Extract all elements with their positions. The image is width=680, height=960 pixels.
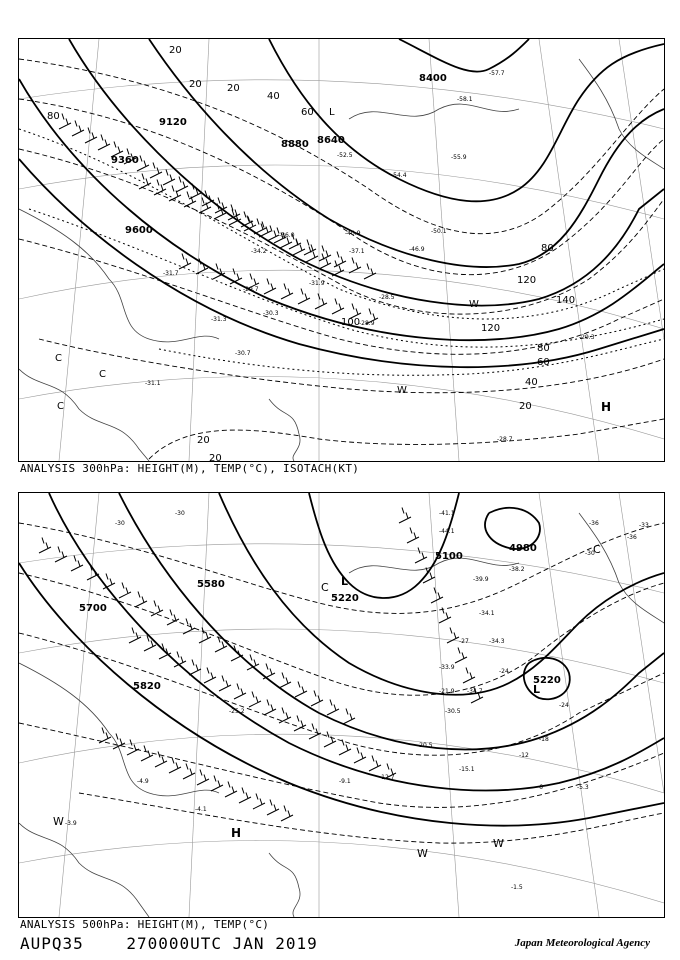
height-label: 4980 xyxy=(509,543,537,554)
temperature-label: -15.1 xyxy=(459,766,475,773)
high-symbol: H xyxy=(601,400,612,414)
temperature-label: -41.1 xyxy=(439,510,455,517)
warm-symbol: W xyxy=(417,847,428,860)
low-symbol: L xyxy=(341,575,349,588)
wind-barb xyxy=(99,728,111,744)
temperature-label: -36 xyxy=(589,520,599,527)
temperature-label: -58.1 xyxy=(457,96,473,103)
wind-barb xyxy=(253,794,265,810)
temperature-label: -52.5 xyxy=(337,152,353,159)
isotach-label: 40 xyxy=(525,377,538,388)
temperature-label: -4.9 xyxy=(137,778,149,785)
temperature-label: -34.7 xyxy=(467,688,483,695)
chart-code: AUPQ35 xyxy=(20,934,84,953)
temperature-label: -24 xyxy=(499,668,509,675)
temperature-label: -29.7 xyxy=(243,286,259,293)
wind-barb xyxy=(407,528,419,544)
temperature-label: -21.9 xyxy=(439,688,455,695)
temperature-label: -18 xyxy=(539,736,549,743)
wind-barb xyxy=(264,279,276,295)
temperature-label: -9.1 xyxy=(339,778,351,785)
height-label: 8880 xyxy=(281,139,309,150)
isotach-label: 20 xyxy=(197,435,210,446)
temperature-label: -3.9 xyxy=(65,820,77,827)
wind-barb xyxy=(98,135,110,151)
temperature-label: -57.7 xyxy=(489,70,505,77)
temperature-label: -30 xyxy=(175,510,185,517)
temperature-label: -31.9 xyxy=(309,280,325,287)
isotach-label: 120 xyxy=(481,323,501,334)
wind-barb xyxy=(267,800,279,816)
wind-barb xyxy=(295,682,307,698)
temperature-label: -30 xyxy=(115,520,125,527)
wind-barb xyxy=(155,752,167,768)
wind-barb xyxy=(279,673,291,689)
temperature-label: -30 xyxy=(585,550,595,557)
warm-symbol: W xyxy=(469,299,479,310)
wind-barb xyxy=(319,246,331,262)
isotherms xyxy=(19,523,664,843)
isotach-label: 100 xyxy=(341,317,361,328)
cold-symbol: C xyxy=(55,353,62,364)
temperature-label: -30.3 xyxy=(263,310,279,317)
isotach-label: 40 xyxy=(267,91,280,102)
isotach-label: 20 xyxy=(169,45,182,56)
cold-symbol: C xyxy=(593,543,601,556)
isotach-label: 20 xyxy=(519,401,532,412)
wind-barb xyxy=(135,592,147,608)
cold-symbol: C xyxy=(321,581,329,594)
pressure-system-symbols xyxy=(53,543,601,860)
isotach-label: 80 xyxy=(537,343,550,354)
low-symbol: L xyxy=(533,683,541,696)
map-panel-300hpa xyxy=(18,38,665,462)
wind-barb xyxy=(264,700,276,716)
wind-barb xyxy=(315,294,327,310)
wind-barb xyxy=(298,289,310,305)
temperature-label: -1.5 xyxy=(511,884,523,891)
wind-barb xyxy=(327,700,339,716)
height-labels xyxy=(79,543,561,692)
temperature-label: -36.0 xyxy=(279,232,295,239)
wind-barb xyxy=(249,692,261,708)
wind-barb xyxy=(234,684,246,700)
temperature-label: -28.5 xyxy=(379,294,395,301)
wind-barb xyxy=(369,756,381,772)
warm-symbol: W xyxy=(493,837,504,850)
wind-barb xyxy=(71,556,83,572)
temperature-label: -27 xyxy=(459,638,469,645)
wind-barb xyxy=(139,174,151,190)
isotach-labels xyxy=(47,45,575,461)
valid-time: 270000UTC JAN 2019 xyxy=(126,934,318,953)
temperature-label: -54.4 xyxy=(391,172,407,179)
low-symbol: L xyxy=(329,107,335,118)
wind-barb xyxy=(39,538,51,554)
temperature-label: -44.1 xyxy=(439,528,455,535)
isotach-label: 60 xyxy=(537,357,550,368)
wind-barb xyxy=(85,128,97,144)
wind-barb xyxy=(463,668,475,684)
temperature-label: -5.3 xyxy=(577,784,589,791)
wind-barb xyxy=(455,648,467,664)
chart-title xyxy=(20,934,318,953)
temperature-label: -24 xyxy=(559,702,569,709)
temperature-labels xyxy=(65,510,649,891)
wind-barb xyxy=(354,748,366,764)
wind-barb xyxy=(339,740,351,756)
temperature-label: -20.5 xyxy=(417,742,433,749)
wind-barb xyxy=(189,660,201,676)
wind-barb xyxy=(141,746,153,762)
temperature-label: -37.1 xyxy=(349,248,365,255)
wind-barb xyxy=(324,732,336,748)
isotach-label: 60 xyxy=(301,107,314,118)
temperature-label: -36 xyxy=(627,534,637,541)
caption-300hpa: ANALYSIS 300hPa: HEIGHT(M), TEMP(°C), ISOTACH(KT) xyxy=(20,462,360,475)
height-label: 8400 xyxy=(419,73,447,84)
temperature-label: -38.2 xyxy=(509,566,525,573)
temperature-label: -33.9 xyxy=(439,664,455,671)
temperature-label: -34.1 xyxy=(479,610,495,617)
map-panel-500hpa xyxy=(18,492,665,918)
wind-barb xyxy=(364,264,376,280)
isotach-label: 80 xyxy=(47,111,60,122)
wind-barb xyxy=(304,240,316,256)
temperature-label: -40.9 xyxy=(345,230,361,237)
temperature-label: -28.9 xyxy=(359,320,375,327)
isotach-label: 20 xyxy=(189,79,202,90)
cold-symbol: C xyxy=(57,401,64,412)
temperature-label: -4.1 xyxy=(195,806,207,813)
wind-barb xyxy=(431,588,443,604)
isotach-label: 20 xyxy=(209,453,222,461)
wind-barb xyxy=(415,548,427,564)
wind-barb xyxy=(151,601,163,617)
wind-barb xyxy=(163,170,175,186)
wind-barb xyxy=(349,258,361,274)
height-label: 5220 xyxy=(331,593,359,604)
isotach-label: 80 xyxy=(541,243,554,254)
wind-barb xyxy=(199,628,211,644)
wind-barb xyxy=(72,121,84,137)
isotach-label: 120 xyxy=(517,275,537,286)
temperature-label: -29.3 xyxy=(579,334,595,341)
height-label: 5700 xyxy=(79,603,107,614)
wind-barb xyxy=(183,764,195,780)
temperature-label: -12 xyxy=(519,752,529,759)
wind-barb xyxy=(225,782,237,798)
wind-barb xyxy=(119,583,131,599)
height-label: 5100 xyxy=(435,551,463,562)
agency-credit: Japan Meteorological Agency xyxy=(514,937,650,949)
temperature-label: -30.5 xyxy=(445,708,461,715)
temperature-label: -34.2 xyxy=(251,248,267,255)
wind-barb xyxy=(334,252,346,268)
temperature-label: -31.7 xyxy=(163,270,179,277)
wind-barb xyxy=(343,709,355,725)
wind-barb xyxy=(311,691,323,707)
wind-barb xyxy=(204,668,216,684)
wind-barb xyxy=(219,676,231,692)
height-label: 5580 xyxy=(197,579,225,590)
temperature-label: -28.7 xyxy=(497,436,513,443)
isotach-label: 20 xyxy=(227,83,240,94)
wind-barb xyxy=(281,806,293,822)
wind-barb xyxy=(399,508,411,524)
height-label: 9120 xyxy=(159,117,187,128)
wind-barb xyxy=(87,565,99,581)
temperature-label: -31.3 xyxy=(211,316,227,323)
warm-symbol: W xyxy=(53,815,64,828)
chart-300hpa-svg xyxy=(19,39,664,461)
wind-barb xyxy=(129,628,141,644)
wind-barb xyxy=(59,114,71,130)
temperature-label: -33 xyxy=(639,522,649,529)
height-label: 5820 xyxy=(133,681,161,692)
wind-barb xyxy=(254,219,266,235)
wind-barb xyxy=(167,610,179,626)
chart-500hpa-svg xyxy=(19,493,664,917)
temperature-label: -30.7 xyxy=(235,350,251,357)
warm-symbol: W xyxy=(397,385,407,396)
wind-barb xyxy=(55,547,67,563)
wind-barb xyxy=(239,788,251,804)
temperature-label: -12.7 xyxy=(379,774,395,781)
temperature-label: -50.1 xyxy=(431,228,447,235)
height-label: 9600 xyxy=(125,225,153,236)
temperature-label: -34.3 xyxy=(489,638,505,645)
height-label: 8640 xyxy=(317,135,345,146)
temperature-label: -55.9 xyxy=(451,154,467,161)
wind-barb xyxy=(211,776,223,792)
cold-symbol: C xyxy=(99,369,106,380)
wind-barb xyxy=(197,770,209,786)
height-label: 9360 xyxy=(111,155,139,166)
wind-barb xyxy=(332,299,344,315)
wind-barb xyxy=(184,192,196,208)
temperature-label: -6 xyxy=(537,784,543,791)
temperature-label: -25.2 xyxy=(229,708,245,715)
isotach-label: 140 xyxy=(556,295,576,306)
wind-barb xyxy=(293,240,305,256)
temperature-label: -39.9 xyxy=(473,576,489,583)
wind-barb xyxy=(154,180,166,196)
height-label: 5220 xyxy=(533,675,561,686)
high-symbol: H xyxy=(231,826,242,840)
wind-barb xyxy=(103,574,115,590)
wind-barb xyxy=(281,284,293,300)
caption-500hpa: ANALYSIS 500hPa: HEIGHT(M), TEMP(°C) xyxy=(20,918,270,931)
temperature-label: -46.9 xyxy=(409,246,425,253)
temperature-label: -31.1 xyxy=(145,380,161,387)
